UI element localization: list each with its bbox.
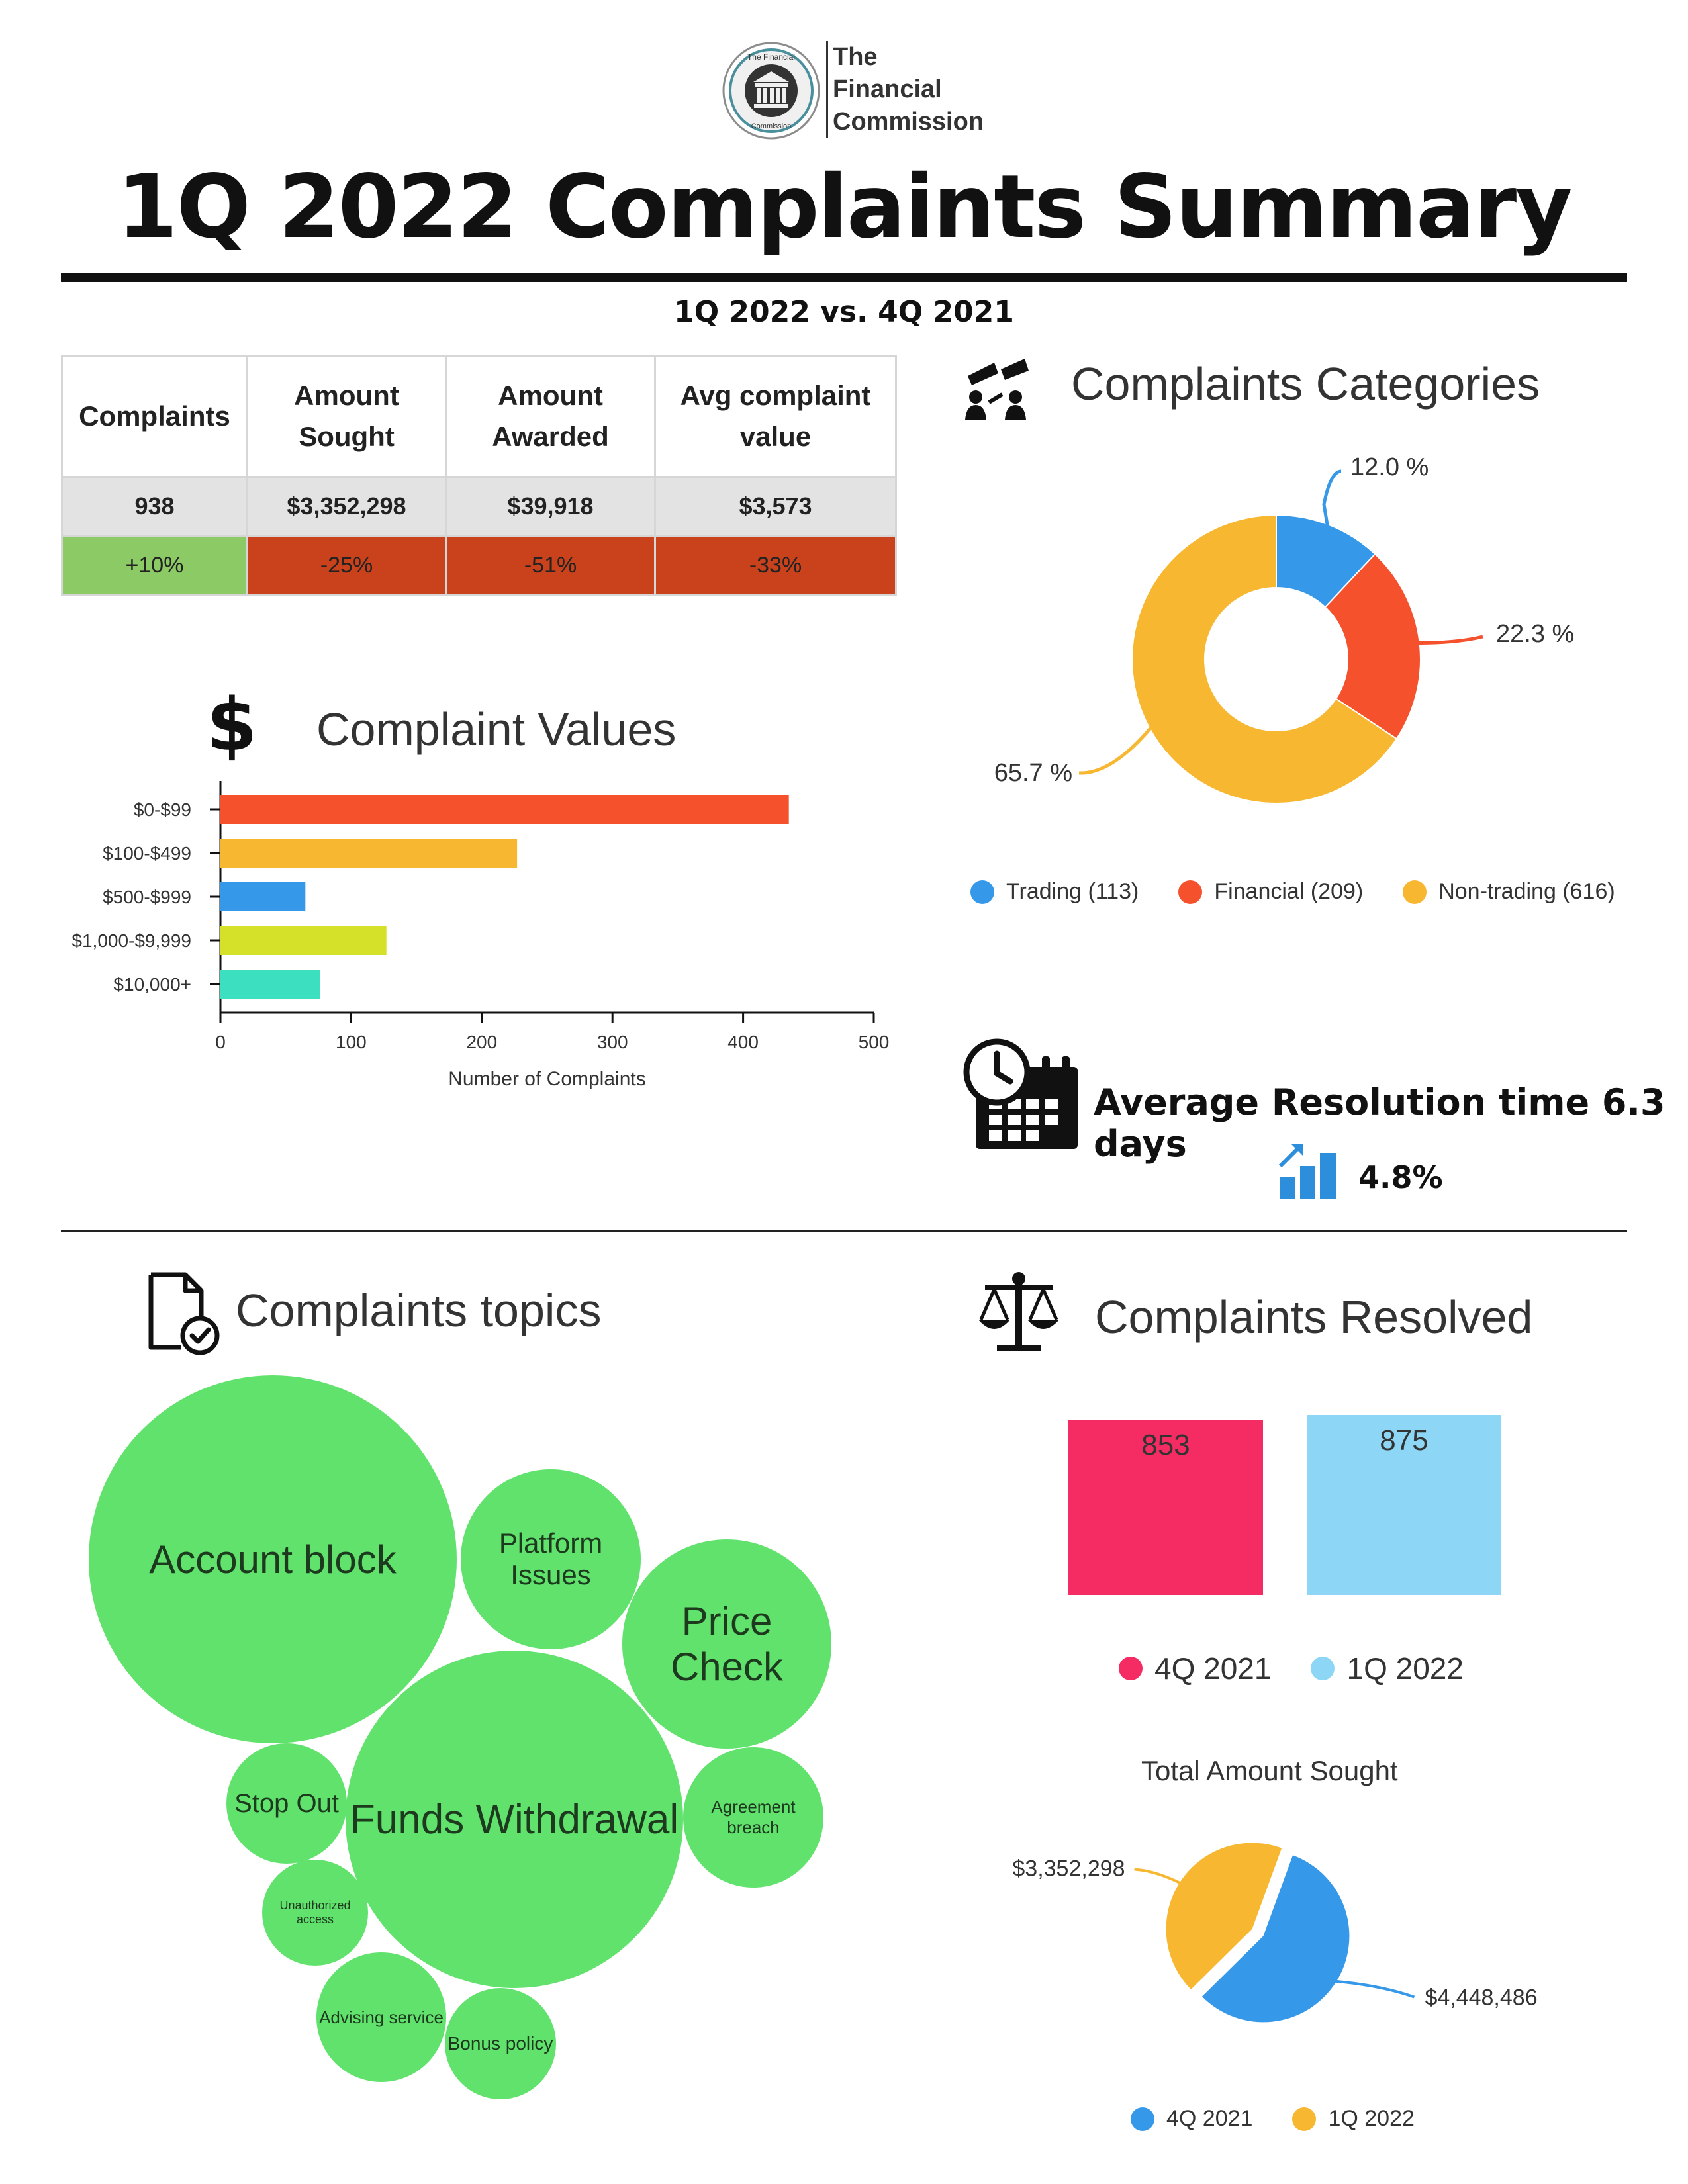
logo-line: Financial [833,75,942,103]
trend-up-icon [1278,1140,1340,1199]
total-amount-pie [980,1827,1602,2045]
topic-bubble [346,1651,683,1988]
logo-divider [826,41,828,138]
resolved-bar-4q2021 [1068,1420,1263,1595]
legend-item [1311,1651,1463,1686]
bubble-label: Stop Out [234,1788,339,1818]
topic-bubble [622,1539,831,1749]
pie-leader-line [1333,1981,1414,1997]
topic-bubble [262,1860,368,1966]
calendar-clock-icon [962,1038,1082,1150]
legend-item [1178,879,1363,905]
header-text: Amount Awarded [492,380,609,452]
donut-leader-line [1416,637,1483,643]
legend-label: Financial (209) [1214,879,1364,904]
categories-donut-chart [953,437,1615,834]
topics-title: Complaints topics [236,1285,602,1336]
complaint-values-chart [60,774,907,1105]
x-tick-label: 200 [466,1032,498,1052]
legend-label: 1Q 2022 [1328,2106,1415,2131]
bar-value-label: 853 [1141,1428,1190,1461]
scales-icon [976,1269,1062,1355]
change-cell: +10% [62,536,248,595]
table-cell: 938 [62,477,248,536]
title-divider [61,273,1627,282]
bubble-label: Funds Withdrawal [350,1796,679,1843]
bubble-label: Platform Issues [498,1527,603,1590]
y-tick-label: $100-$499 [103,843,191,864]
legend-dot [1131,2107,1154,2131]
legend-dot [1292,2107,1316,2131]
resolved-bar-chart [1033,1377,1549,1595]
resolution-change: 4.8% [1358,1160,1443,1195]
total-amount-title: Total Amount Sought [1141,1755,1398,1786]
change-cell: -51% [446,536,655,595]
bar [220,882,305,911]
legend-label: 4Q 2021 [1166,2106,1253,2131]
logo-ring-bottom: Commission [751,122,792,130]
topic-bubble [445,1988,556,2099]
donut-slice-label: 65.7 % [994,759,1072,787]
bubble-label: Advising service [319,2007,444,2027]
resolved-legend [1119,1651,1464,1686]
logo-line: The [833,43,878,71]
change-cell: -33% [655,536,896,595]
x-tick-label: 100 [336,1032,367,1052]
logo-text [833,41,984,138]
x-tick-label: 0 [215,1032,226,1052]
logo-line: Commission [833,108,984,136]
topic-bubble [89,1375,457,1743]
legend-dot [1178,880,1202,904]
bar-value-label: 875 [1380,1424,1429,1457]
donut-slice-label: 22.3 % [1496,620,1575,648]
summary-table [61,355,897,596]
y-tick-label: $0-$99 [133,799,191,820]
total-amount-legend [1131,2106,1415,2132]
bar [220,926,387,955]
table-row-changes [62,536,896,595]
header-text: Amount Sought [294,380,399,452]
x-tick-label: 500 [858,1032,890,1052]
resolution-time-text: Average Resolution time 6.3 days [1094,1081,1665,1165]
table-cell: $3,352,298 [248,477,446,536]
bar [220,839,517,868]
logo-ring-top: The Financial [747,52,796,62]
legend-dot [970,880,994,904]
topic-bubble [226,1743,347,1864]
resolved-title: Complaints Resolved [1095,1291,1533,1343]
legend-dot [1311,1657,1335,1680]
table-header-cell [655,356,896,477]
logo-emblem [722,41,821,140]
bubble-label: Account block [149,1537,397,1582]
topic-bubble [316,1952,446,2082]
legend-label: Trading (113) [1006,879,1139,904]
pie-slice-label: $4,448,486 [1425,1985,1538,2011]
legend-label: 1Q 2022 [1346,1651,1464,1686]
topic-bubble [683,1747,823,1888]
bubble-label: Agreement breach [711,1797,796,1837]
y-tick-label: $500-$999 [103,887,191,907]
complaint-values-title: Complaint Values [316,704,677,755]
legend-dot [1403,880,1427,904]
categories-legend [970,879,1615,905]
table-header-cell: Complaints [62,356,248,477]
legend-item [1292,2106,1414,2132]
topic-bubble [461,1469,641,1649]
bar [220,795,789,824]
table-row-values [62,477,896,536]
table-header-row [62,356,896,477]
bubble-label: Bonus policy [447,2033,553,2054]
table-cell: $3,573 [655,477,896,536]
donut-leader-line [1079,725,1152,773]
bar [220,970,320,999]
legend-item [1131,2106,1252,2132]
dollar-icon: $ [207,682,258,767]
page-title: 1Q 2022 Complaints Summary [117,156,1571,258]
legend-dot [1119,1657,1143,1680]
document-check-icon [144,1271,224,1357]
categories-icon [961,356,1034,422]
legend-item [1119,1651,1271,1686]
pie-slice-label: $3,352,298 [1012,1856,1125,1882]
section-divider [61,1230,1627,1232]
x-tick-label: 300 [596,1032,628,1052]
table-header-cell [248,356,446,477]
x-tick-label: 400 [727,1032,759,1052]
legend-item [970,879,1139,905]
bubble-label: Unauthorized access [279,1899,351,1926]
x-axis-label: Number of Complaints [448,1068,646,1090]
categories-title: Complaints Categories [1071,358,1540,410]
bubble-label: Price Check [670,1599,784,1689]
y-tick-label: $1,000-$9,999 [71,931,191,951]
resolved-bar-1q2022 [1307,1415,1501,1595]
legend-item [1403,879,1615,905]
header-text: Avg complaint value [680,380,871,452]
page-subtitle: 1Q 2022 vs. 4Q 2021 [674,295,1014,329]
legend-label: 4Q 2021 [1154,1651,1272,1686]
change-cell: -25% [248,536,446,595]
donut-slice-label: 12.0 % [1350,453,1429,481]
donut-leader-line [1324,471,1341,529]
table-cell: $39,918 [446,477,655,536]
legend-label: Non-trading (616) [1438,879,1615,904]
table-header-cell [446,356,655,477]
y-tick-label: $10,000+ [113,974,191,995]
pie-leader-line [1135,1870,1182,1884]
